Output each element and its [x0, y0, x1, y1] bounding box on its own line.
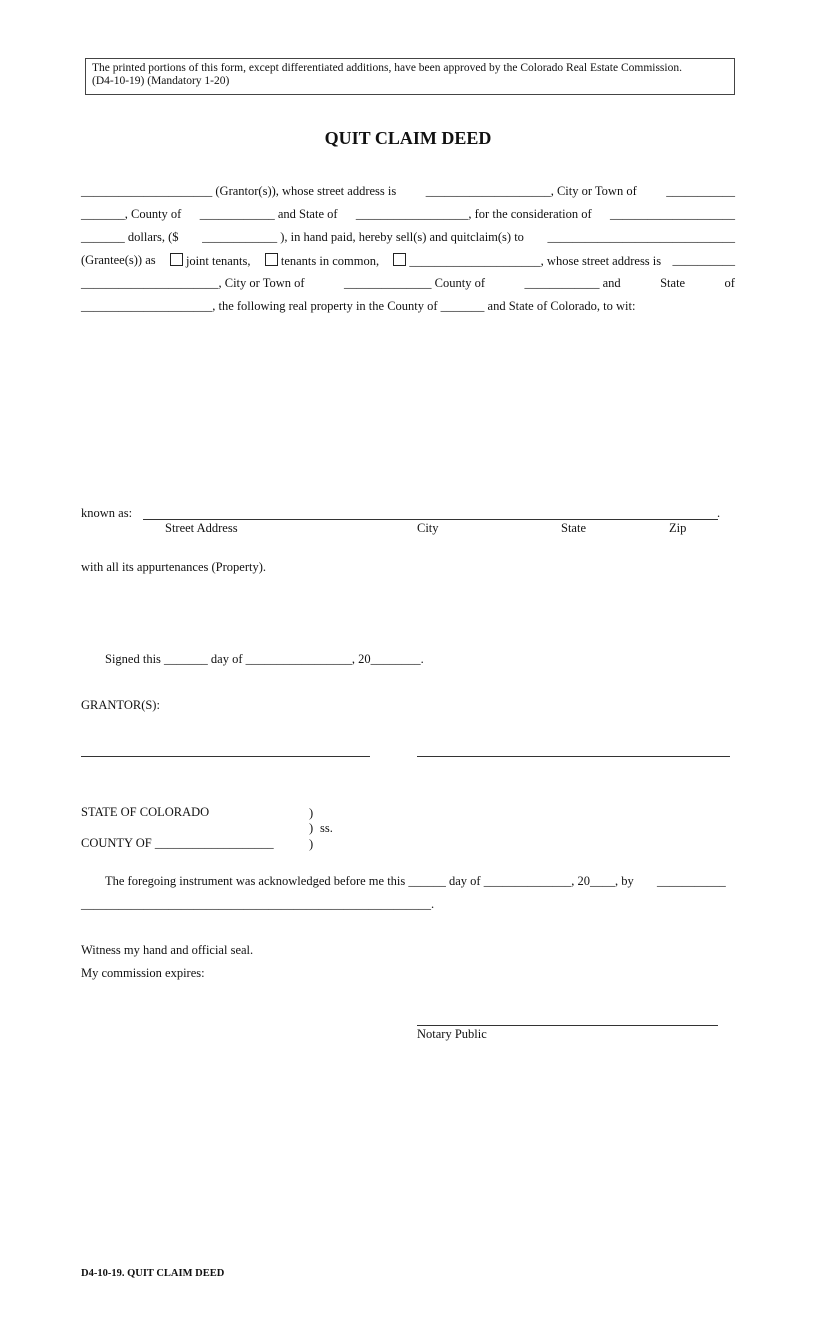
body-line-3 — [81, 230, 735, 245]
approval-notice-box — [85, 58, 735, 95]
acknowledged-line-2[interactable]: ________________________________________________________. — [81, 897, 435, 911]
known-as-label: known as: — [81, 506, 133, 520]
known-as-line[interactable] — [143, 519, 718, 520]
approval-notice-line2: (D4-10-19) (Mandatory 1-20) — [92, 75, 230, 87]
body-line-2 — [81, 207, 735, 222]
state-word: State — [660, 276, 686, 290]
county-of-field[interactable]: COUNTY OF ___________________ — [81, 836, 274, 850]
acknowledged-text[interactable]: The foregoing instrument was acknowledged before me this ______ day of ______________, 20____, by — [105, 874, 634, 888]
body-line-6[interactable]: _____________________, the following real property in the County of _______ and State of Colorado, to wit: — [81, 299, 636, 313]
notary-signature-line[interactable] — [417, 1025, 718, 1026]
zip-caption: Zip — [669, 521, 687, 535]
street-address-caption: Street Address — [165, 521, 238, 535]
document-title: QUIT CLAIM DEED — [324, 128, 492, 148]
tenants-in-common-option[interactable] — [262, 253, 379, 269]
state-caption: State — [561, 521, 586, 535]
other-tenancy-checkbox[interactable] — [393, 253, 406, 266]
of-word: of — [724, 276, 735, 290]
tenants-in-common-checkbox[interactable] — [265, 253, 278, 266]
grantee-label: (Grantee(s)) as — [81, 253, 156, 267]
other-tenancy-option[interactable] — [390, 253, 661, 269]
consideration-field[interactable]: __________________, for the consideration of — [355, 207, 592, 221]
grantee-and-field[interactable]: ____________ and — [524, 276, 621, 290]
grantee-city-field[interactable]: ______________________, City or Town of — [81, 276, 305, 290]
witness-text: Witness my hand and official seal. — [81, 943, 254, 957]
grantor-city-field[interactable]: ___________ — [666, 184, 735, 198]
paren-2: ) — [309, 821, 314, 835]
grantee-street-field[interactable]: _____________________, whose street address is — [409, 254, 662, 268]
known-as-period: . — [717, 506, 721, 520]
signed-line[interactable]: Signed this _______ day of _________________, 20________. — [105, 652, 424, 666]
grantor-county-field[interactable]: _______, County of — [81, 207, 182, 221]
notary-public-label: Notary Public — [417, 1027, 487, 1041]
acknowledged-by-field[interactable]: ___________ — [657, 874, 726, 888]
dollars-field[interactable]: _______ dollars, ($ — [81, 230, 179, 244]
grantor-signature-line-1[interactable] — [81, 756, 370, 757]
tenants-in-common-label: tenants in common, — [280, 254, 380, 268]
body-line-4 — [81, 253, 735, 269]
body-line-5 — [81, 276, 735, 291]
city-caption: City — [417, 521, 439, 535]
appurtenances-text: with all its appurtenances (Property). — [81, 560, 267, 574]
grantee-street-blank[interactable]: __________ — [672, 253, 735, 267]
grantor-field[interactable]: _____________________ (Grantor(s)), whose street address is — [81, 184, 397, 198]
approval-notice-line1: The printed portions of this form, except differentiated additions, have been approved by the Colorado Real Estate Commission. — [92, 62, 682, 74]
paren-1: ) — [309, 806, 314, 820]
grantee-county-field[interactable]: ______________ County of — [344, 276, 485, 290]
ss-label: ss. — [320, 821, 333, 835]
joint-tenants-option[interactable] — [167, 253, 251, 269]
grantee-name-field[interactable]: ______________________________ — [547, 230, 735, 244]
grantor-state-field[interactable]: ____________ and State of — [199, 207, 338, 221]
paren-3: ) — [309, 837, 314, 851]
consideration-blank[interactable]: ____________________ — [609, 207, 735, 221]
joint-tenants-label: joint tenants, — [185, 254, 251, 268]
grantor-signature-line-2[interactable] — [417, 756, 730, 757]
amount-field[interactable]: ____________ ), in hand paid, hereby sell(s) and quitclaim(s) to — [202, 230, 524, 244]
state-of-colorado: STATE OF COLORADO — [81, 805, 210, 819]
grantor-street-field[interactable]: ____________________, City or Town of — [425, 184, 637, 198]
commission-expires: My commission expires: — [81, 966, 205, 980]
grantors-label: GRANTOR(S): — [81, 698, 160, 712]
joint-tenants-checkbox[interactable] — [170, 253, 183, 266]
body-line-1 — [81, 184, 735, 199]
page-footer: D4-10-19. QUIT CLAIM DEED — [81, 1268, 225, 1279]
